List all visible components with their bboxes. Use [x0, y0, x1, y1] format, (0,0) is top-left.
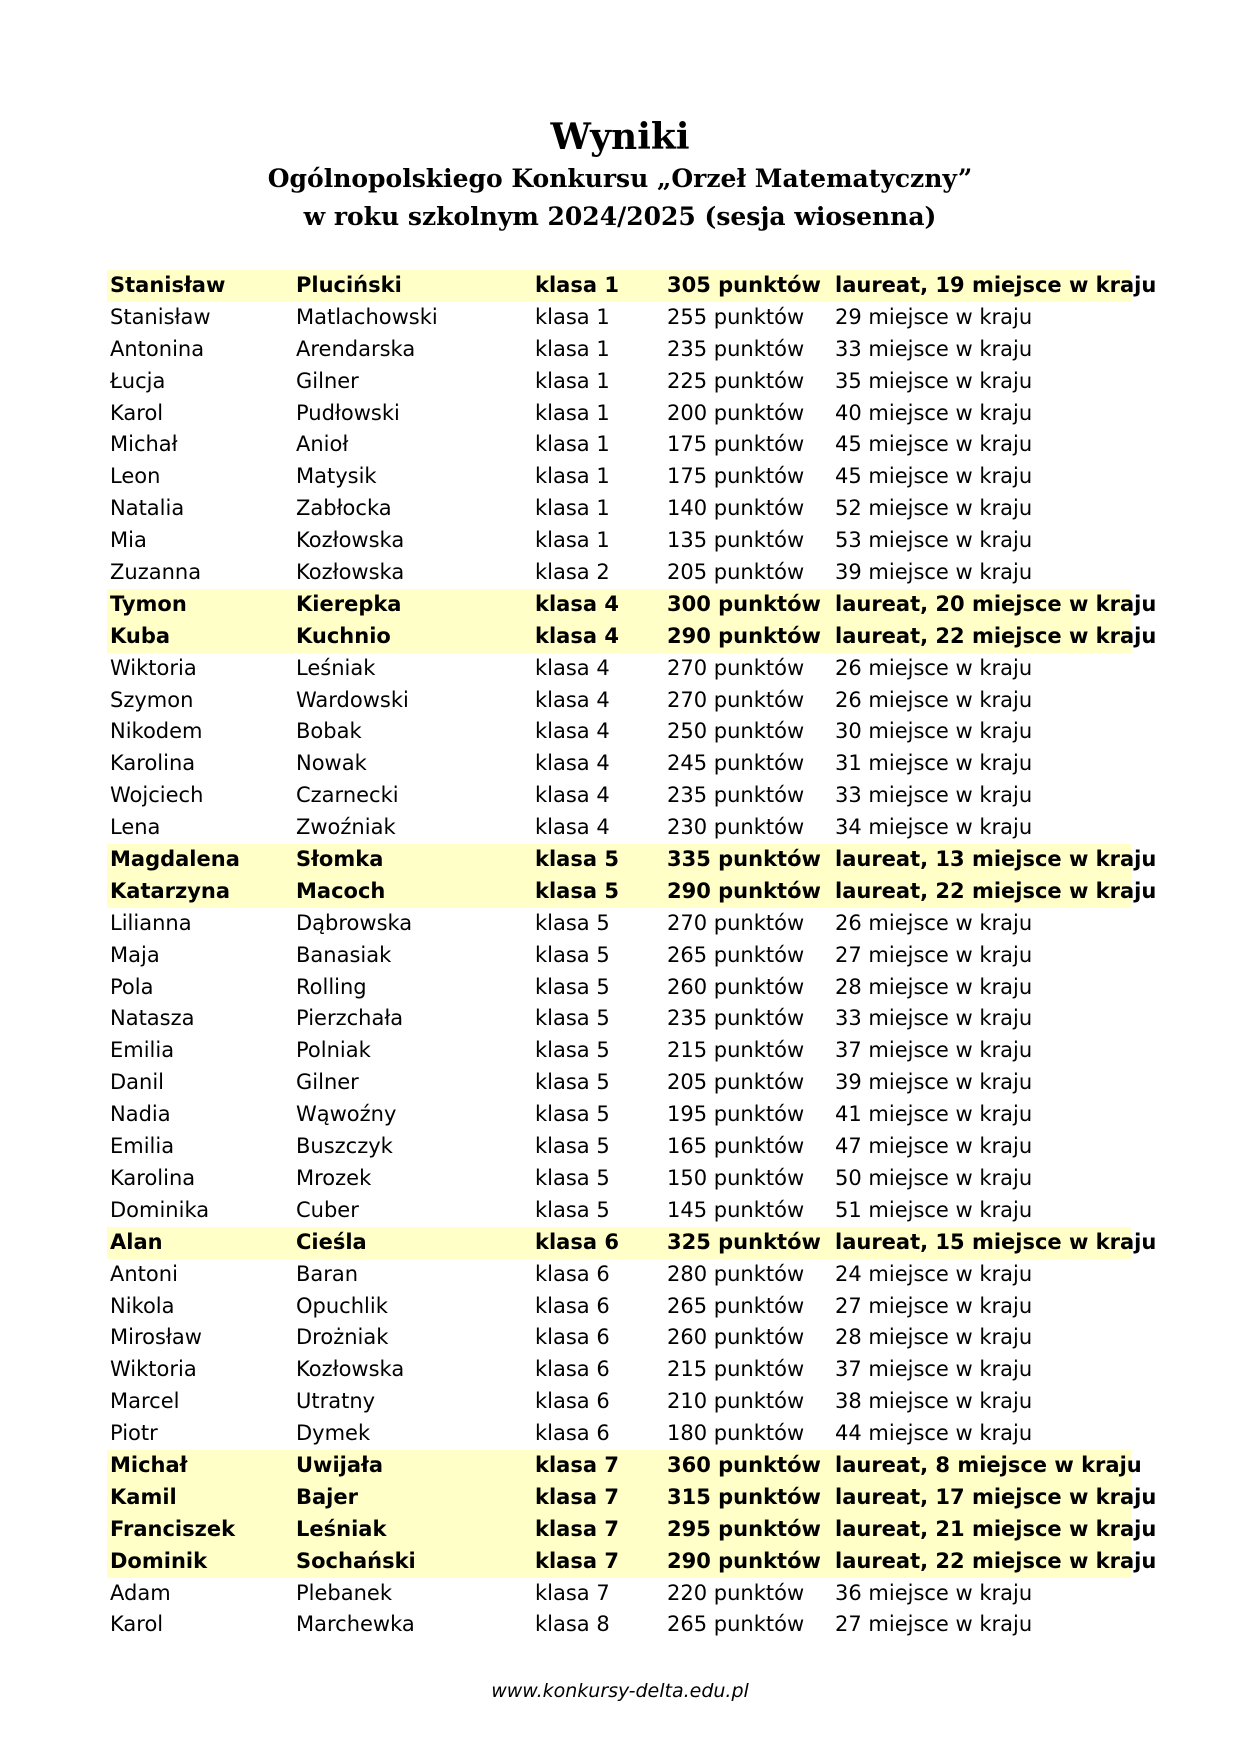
- place-cell: 38 miejsce w kraju: [835, 1389, 1033, 1414]
- class-cell: klasa 8: [535, 1612, 610, 1637]
- last-name-cell: Kuchnio: [296, 623, 391, 648]
- class-cell: klasa 1: [535, 336, 610, 361]
- class-cell: klasa 4: [535, 783, 610, 808]
- place-cell: 34 miejsce w kraju: [835, 815, 1033, 840]
- last-name-cell: Gilner: [296, 1070, 359, 1095]
- last-name-cell: Kozłowska: [296, 560, 405, 585]
- class-cell: klasa 4: [535, 687, 610, 712]
- points-cell: 205 punktów: [667, 1070, 805, 1095]
- first-name-cell: Emilia: [110, 1134, 175, 1159]
- points-cell: 225 punktów: [667, 368, 805, 393]
- class-cell: klasa 5: [535, 1038, 610, 1063]
- table-row: [107, 334, 1131, 366]
- points-cell: 295 punktów: [667, 1516, 821, 1541]
- points-cell: 250 punktów: [667, 719, 805, 744]
- table-row-laureat: [107, 1450, 1142, 1482]
- place-cell: 26 miejsce w kraju: [835, 910, 1033, 935]
- class-cell: klasa 4: [535, 815, 610, 840]
- first-name-cell: Antoni: [110, 1261, 178, 1286]
- place-cell: laureat, 17 miejsce w kraju: [835, 1484, 1157, 1509]
- last-name-cell: Cuber: [296, 1197, 359, 1222]
- points-cell: 290 punktów: [667, 878, 821, 903]
- class-cell: klasa 1: [535, 304, 610, 329]
- points-cell: 215 punktów: [667, 1038, 805, 1063]
- first-name-cell: Łucja: [110, 368, 166, 393]
- points-cell: 265 punktów: [667, 1612, 805, 1637]
- points-cell: 265 punktów: [667, 1293, 805, 1318]
- place-cell: 35 miejsce w kraju: [835, 368, 1033, 393]
- last-name-cell: Pierzchała: [296, 1006, 404, 1031]
- first-name-cell: Stanisław: [110, 273, 226, 297]
- last-name-cell: Pudłowski: [296, 400, 400, 425]
- points-cell: 265 punktów: [667, 942, 805, 967]
- first-name-cell: Karolina: [110, 751, 196, 776]
- first-name-cell: Emilia: [110, 1038, 175, 1063]
- place-cell: 41 miejsce w kraju: [835, 1102, 1033, 1127]
- points-cell: 255 punktów: [667, 304, 805, 329]
- class-cell: klasa 7: [535, 1548, 619, 1573]
- first-name-cell: Dominika: [110, 1197, 210, 1222]
- class-cell: klasa 1: [535, 400, 610, 425]
- table-row-laureat: [107, 621, 1157, 653]
- class-cell: klasa 4: [535, 751, 610, 776]
- points-cell: 175 punktów: [667, 464, 805, 489]
- footer-url[interactable]: www.konkursy-delta.edu.pl: [491, 1680, 749, 1702]
- points-cell: 150 punktów: [667, 1165, 805, 1190]
- place-cell: laureat, 20 miejsce w kraju: [835, 591, 1157, 616]
- table-row: [107, 908, 1131, 940]
- last-name-cell: Uwijała: [296, 1452, 383, 1477]
- points-cell: 230 punktów: [667, 815, 805, 840]
- class-cell: klasa 7: [535, 1452, 619, 1477]
- points-cell: 175 punktów: [667, 432, 805, 457]
- table-row-laureat: [107, 1514, 1157, 1546]
- table-row: [107, 780, 1131, 812]
- table-row: [107, 1035, 1131, 1067]
- class-cell: klasa 4: [535, 623, 619, 648]
- first-name-cell: Franciszek: [110, 1516, 236, 1541]
- points-cell: 145 punktów: [667, 1197, 805, 1222]
- class-cell: klasa 7: [535, 1516, 619, 1541]
- last-name-cell: Macoch: [296, 878, 386, 903]
- points-cell: 270 punktów: [667, 687, 805, 712]
- place-cell: 27 miejsce w kraju: [835, 1293, 1033, 1318]
- points-cell: 235 punktów: [667, 783, 805, 808]
- last-name-cell: Anioł: [296, 432, 349, 457]
- last-name-cell: Kozłowska: [296, 528, 405, 553]
- class-cell: klasa 5: [535, 910, 610, 935]
- place-cell: 29 miejsce w kraju: [835, 304, 1033, 329]
- place-cell: 24 miejsce w kraju: [835, 1261, 1033, 1286]
- points-cell: 140 punktów: [667, 496, 805, 521]
- table-row: [107, 1131, 1131, 1163]
- place-cell: 47 miejsce w kraju: [835, 1134, 1033, 1159]
- place-cell: 28 miejsce w kraju: [835, 1325, 1033, 1350]
- place-cell: 33 miejsce w kraju: [835, 336, 1033, 361]
- table-row: [107, 1067, 1131, 1099]
- table-row: [107, 1099, 1131, 1131]
- last-name-cell: Sochański: [296, 1548, 416, 1573]
- class-cell: klasa 5: [535, 1006, 610, 1031]
- place-cell: 26 miejsce w kraju: [835, 655, 1033, 680]
- place-cell: laureat, 8 miejsce w kraju: [835, 1452, 1142, 1477]
- first-name-cell: Wiktoria: [110, 655, 197, 680]
- place-cell: 50 miejsce w kraju: [835, 1165, 1033, 1190]
- place-cell: laureat, 21 miejsce w kraju: [835, 1516, 1157, 1541]
- points-cell: 200 punktów: [667, 400, 805, 425]
- points-cell: 315 punktów: [667, 1484, 821, 1509]
- table-row: [107, 685, 1131, 717]
- table-row-laureat: [107, 876, 1157, 908]
- class-cell: klasa 6: [535, 1229, 619, 1254]
- table-row: [107, 429, 1131, 461]
- first-name-cell: Kuba: [110, 623, 171, 648]
- place-cell: 26 miejsce w kraju: [835, 687, 1033, 712]
- points-cell: 260 punktów: [667, 1325, 805, 1350]
- points-cell: 325 punktów: [667, 1229, 821, 1254]
- last-name-cell: Dymek: [296, 1421, 371, 1446]
- points-cell: 245 punktów: [667, 751, 805, 776]
- first-name-cell: Leon: [110, 464, 161, 489]
- place-cell: 39 miejsce w kraju: [835, 560, 1033, 585]
- first-name-cell: Katarzyna: [110, 878, 231, 903]
- place-cell: 33 miejsce w kraju: [835, 783, 1033, 808]
- first-name-cell: Tymon: [110, 591, 187, 616]
- last-name-cell: Leśniak: [296, 655, 376, 680]
- last-name-cell: Mrozek: [296, 1165, 372, 1190]
- points-cell: 210 punktów: [667, 1389, 805, 1414]
- class-cell: klasa 1: [535, 273, 619, 297]
- class-cell: klasa 5: [535, 942, 610, 967]
- points-cell: 165 punktów: [667, 1134, 805, 1159]
- table-row: [107, 525, 1131, 557]
- first-name-cell: Marcel: [110, 1389, 180, 1414]
- place-cell: 31 miejsce w kraju: [835, 751, 1033, 776]
- points-cell: 360 punktów: [667, 1452, 821, 1477]
- last-name-cell: Dąbrowska: [296, 910, 413, 935]
- last-name-cell: Leśniak: [296, 1516, 387, 1541]
- place-cell: 27 miejsce w kraju: [835, 1612, 1033, 1637]
- place-cell: 37 miejsce w kraju: [835, 1357, 1033, 1382]
- class-cell: klasa 1: [535, 432, 610, 457]
- points-cell: 205 punktów: [667, 560, 805, 585]
- first-name-cell: Danil: [110, 1070, 165, 1095]
- last-name-cell: Matlachowski: [296, 304, 438, 329]
- place-cell: 45 miejsce w kraju: [835, 464, 1033, 489]
- table-row-laureat: [107, 1482, 1157, 1514]
- table-row: [107, 302, 1131, 334]
- first-name-cell: Karol: [110, 1612, 164, 1637]
- first-name-cell: Dominik: [110, 1548, 208, 1573]
- place-cell: 40 miejsce w kraju: [835, 400, 1033, 425]
- place-cell: laureat, 22 miejsce w kraju: [835, 623, 1157, 648]
- last-name-cell: Kozłowska: [296, 1357, 405, 1382]
- table-row: [107, 1259, 1131, 1291]
- class-cell: klasa 6: [535, 1293, 610, 1318]
- first-name-cell: Kamil: [110, 1484, 177, 1509]
- class-cell: klasa 5: [535, 878, 619, 903]
- class-cell: klasa 5: [535, 1070, 610, 1095]
- first-name-cell: Lilianna: [110, 910, 192, 935]
- points-cell: 180 punktów: [667, 1421, 805, 1446]
- class-cell: klasa 1: [535, 496, 610, 521]
- class-cell: klasa 5: [535, 847, 619, 872]
- last-name-cell: Zabłocka: [296, 496, 392, 521]
- place-cell: 51 miejsce w kraju: [835, 1197, 1033, 1222]
- table-row: [107, 748, 1131, 780]
- last-name-cell: Arendarska: [296, 336, 416, 361]
- table-row: [107, 1418, 1131, 1450]
- table-row: [107, 1609, 1131, 1641]
- points-cell: 290 punktów: [667, 623, 821, 648]
- last-name-cell: Wardowski: [296, 687, 409, 712]
- place-cell: 39 miejsce w kraju: [835, 1070, 1033, 1095]
- table-row: [107, 1386, 1131, 1418]
- place-cell: 52 miejsce w kraju: [835, 496, 1033, 521]
- last-name-cell: Drożniak: [296, 1325, 389, 1350]
- first-name-cell: Karolina: [110, 1165, 196, 1190]
- first-name-cell: Michał: [110, 432, 178, 457]
- class-cell: klasa 5: [535, 1134, 610, 1159]
- place-cell: 36 miejsce w kraju: [835, 1580, 1033, 1605]
- last-name-cell: Cieśla: [296, 1229, 367, 1254]
- first-name-cell: Nikodem: [110, 719, 203, 744]
- points-cell: 260 punktów: [667, 974, 805, 999]
- place-cell: 37 miejsce w kraju: [835, 1038, 1033, 1063]
- table-row-laureat: [107, 589, 1157, 621]
- first-name-cell: Mirosław: [110, 1325, 202, 1350]
- place-cell: laureat, 13 miejsce w kraju: [835, 847, 1157, 872]
- points-cell: 215 punktów: [667, 1357, 805, 1382]
- class-cell: klasa 6: [535, 1421, 610, 1446]
- first-name-cell: Alan: [110, 1229, 163, 1254]
- table-row: [107, 653, 1131, 685]
- class-cell: klasa 7: [535, 1484, 619, 1509]
- first-name-cell: Wiktoria: [110, 1357, 197, 1382]
- first-name-cell: Nadia: [110, 1102, 171, 1127]
- table-row: [107, 1291, 1131, 1323]
- first-name-cell: Szymon: [110, 687, 194, 712]
- last-name-cell: Nowak: [296, 751, 367, 776]
- table-row: [107, 1163, 1131, 1195]
- class-cell: klasa 2: [535, 560, 610, 585]
- table-row: [107, 557, 1131, 589]
- points-cell: 270 punktów: [667, 910, 805, 935]
- table-row: [107, 398, 1131, 430]
- class-cell: klasa 4: [535, 591, 619, 616]
- table-row: [107, 366, 1131, 398]
- last-name-cell: Bobak: [296, 719, 362, 744]
- table-row-laureat: [107, 844, 1157, 876]
- last-name-cell: Pluciński: [296, 273, 402, 297]
- points-cell: 235 punktów: [667, 1006, 805, 1031]
- class-cell: klasa 4: [535, 719, 610, 744]
- last-name-cell: Banasiak: [296, 942, 392, 967]
- table-row: [107, 972, 1131, 1004]
- points-cell: 305 punktów: [667, 273, 821, 297]
- place-cell: laureat, 19 miejsce w kraju: [835, 273, 1157, 297]
- place-cell: laureat, 22 miejsce w kraju: [835, 878, 1157, 903]
- place-cell: 45 miejsce w kraju: [835, 432, 1033, 457]
- last-name-cell: Opuchlik: [296, 1293, 388, 1318]
- last-name-cell: Zwoźniak: [296, 815, 396, 840]
- first-name-cell: Maja: [110, 942, 160, 967]
- table-row: [107, 1354, 1131, 1386]
- points-cell: 195 punktów: [667, 1102, 805, 1127]
- results-table: [107, 270, 1157, 1641]
- class-cell: klasa 6: [535, 1325, 610, 1350]
- first-name-cell: Magdalena: [110, 847, 240, 872]
- last-name-cell: Plebanek: [296, 1580, 393, 1605]
- table-row: [107, 461, 1131, 493]
- first-name-cell: Nikola: [110, 1293, 175, 1318]
- place-cell: 44 miejsce w kraju: [835, 1421, 1033, 1446]
- points-cell: 290 punktów: [667, 1548, 821, 1573]
- table-row: [107, 716, 1131, 748]
- first-name-cell: Natasza: [110, 1006, 195, 1031]
- last-name-cell: Utratny: [296, 1389, 376, 1414]
- first-name-cell: Stanisław: [110, 304, 211, 329]
- points-cell: 300 punktów: [667, 591, 821, 616]
- page-title: Wyniki: [550, 116, 690, 158]
- place-cell: 30 miejsce w kraju: [835, 719, 1033, 744]
- class-cell: klasa 6: [535, 1357, 610, 1382]
- class-cell: klasa 1: [535, 464, 610, 489]
- place-cell: 33 miejsce w kraju: [835, 1006, 1033, 1031]
- contest-name: Ogólnopolskiego Konkursu „Orzeł Matematyczny”: [267, 164, 973, 193]
- table-row: [107, 493, 1131, 525]
- points-cell: 235 punktów: [667, 336, 805, 361]
- last-name-cell: Buszczyk: [296, 1134, 393, 1159]
- last-name-cell: Rolling: [296, 974, 367, 999]
- place-cell: 27 miejsce w kraju: [835, 942, 1033, 967]
- first-name-cell: Piotr: [110, 1421, 158, 1446]
- last-name-cell: Kierepka: [296, 591, 402, 616]
- place-cell: laureat, 15 miejsce w kraju: [835, 1229, 1157, 1254]
- last-name-cell: Wąwoźny: [296, 1102, 397, 1127]
- class-cell: klasa 5: [535, 974, 610, 999]
- points-cell: 270 punktów: [667, 655, 805, 680]
- class-cell: klasa 6: [535, 1261, 610, 1286]
- table-row: [107, 1322, 1131, 1354]
- last-name-cell: Baran: [296, 1261, 359, 1286]
- first-name-cell: Pola: [110, 974, 154, 999]
- class-cell: klasa 5: [535, 1197, 610, 1222]
- last-name-cell: Matysik: [296, 464, 377, 489]
- first-name-cell: Antonina: [110, 336, 205, 361]
- table-row-laureat: [107, 1227, 1157, 1259]
- class-cell: klasa 1: [535, 368, 610, 393]
- first-name-cell: Michał: [110, 1452, 188, 1477]
- place-cell: laureat, 22 miejsce w kraju: [835, 1548, 1157, 1573]
- first-name-cell: Zuzanna: [110, 560, 202, 585]
- table-row-laureat: [107, 270, 1157, 302]
- last-name-cell: Marchewka: [296, 1612, 415, 1637]
- class-cell: klasa 5: [535, 1165, 610, 1190]
- points-cell: 135 punktów: [667, 528, 805, 553]
- last-name-cell: Bajer: [296, 1484, 358, 1509]
- table-row: [107, 1578, 1131, 1610]
- last-name-cell: Polniak: [296, 1038, 371, 1063]
- points-cell: 335 punktów: [667, 847, 821, 872]
- table-row-laureat: [107, 1546, 1157, 1578]
- points-cell: 280 punktów: [667, 1261, 805, 1286]
- class-cell: klasa 6: [535, 1389, 610, 1414]
- first-name-cell: Lena: [110, 815, 161, 840]
- place-cell: 28 miejsce w kraju: [835, 974, 1033, 999]
- last-name-cell: Gilner: [296, 368, 359, 393]
- first-name-cell: Karol: [110, 400, 164, 425]
- first-name-cell: Natalia: [110, 496, 185, 521]
- first-name-cell: Adam: [110, 1580, 171, 1605]
- first-name-cell: Wojciech: [110, 783, 204, 808]
- last-name-cell: Słomka: [296, 847, 384, 872]
- class-cell: klasa 5: [535, 1102, 610, 1127]
- last-name-cell: Czarnecki: [296, 783, 399, 808]
- table-row: [107, 1195, 1131, 1227]
- class-cell: klasa 1: [535, 528, 610, 553]
- table-row: [107, 940, 1131, 972]
- table-row: [107, 812, 1131, 844]
- table-row: [107, 1003, 1131, 1035]
- points-cell: 220 punktów: [667, 1580, 805, 1605]
- class-cell: klasa 7: [535, 1580, 610, 1605]
- first-name-cell: Mia: [110, 528, 147, 553]
- place-cell: 53 miejsce w kraju: [835, 528, 1033, 553]
- school-year: w roku szkolnym 2024/2025 (sesja wiosenna): [303, 202, 937, 231]
- class-cell: klasa 4: [535, 655, 610, 680]
